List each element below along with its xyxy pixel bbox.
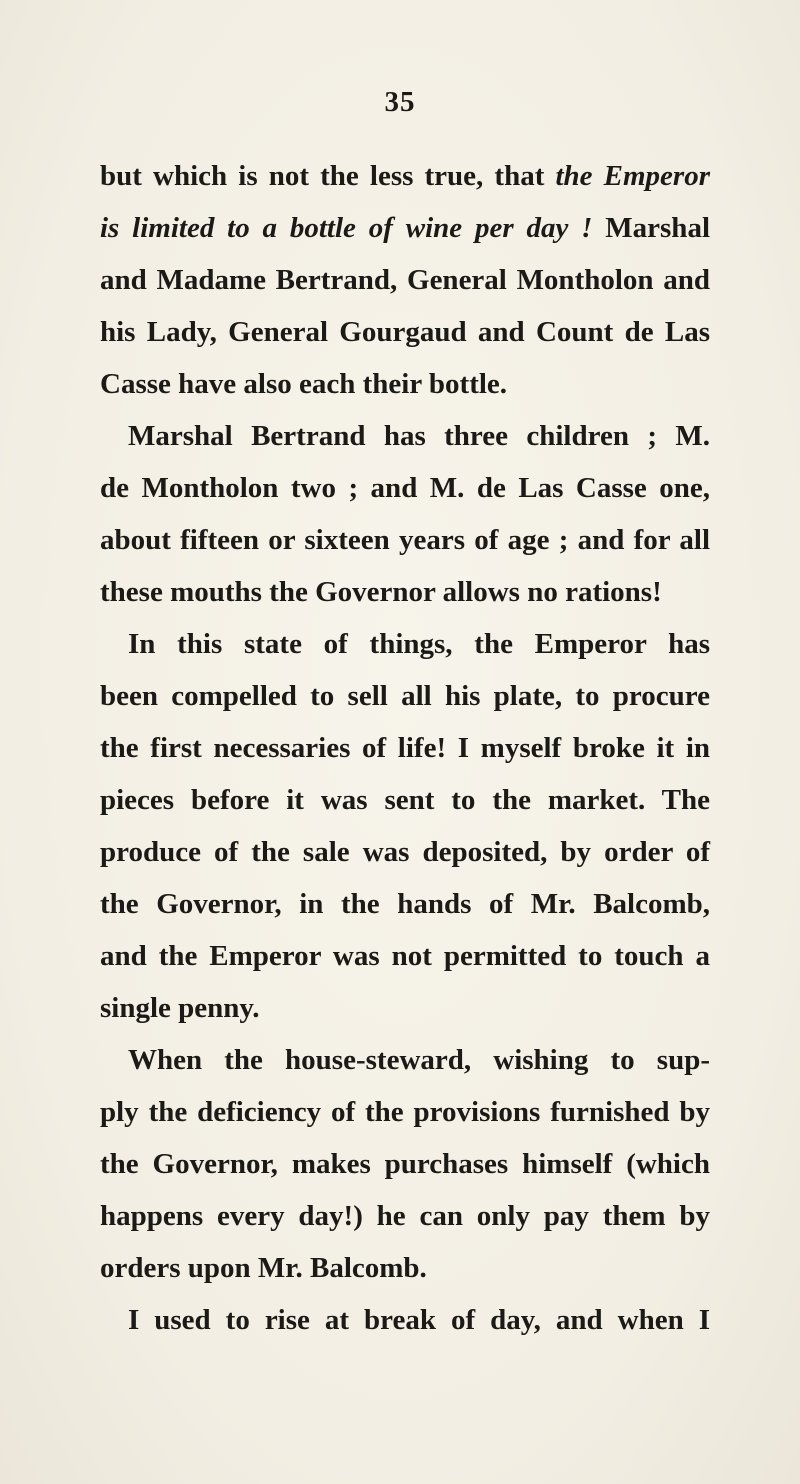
text-line: de Montholon two ; and M. de Las Casse one, bbox=[100, 472, 710, 504]
text-line: pieces before it was sent to the market. The bbox=[100, 784, 710, 816]
text-line bbox=[100, 150, 710, 202]
paragraph-start-line: In this state of things, the Emperor has bbox=[128, 628, 710, 660]
text-line: about fifteen or sixteen years of age ; and for all bbox=[100, 524, 710, 556]
text-line: the Governor, makes purchases himself (which bbox=[100, 1148, 710, 1180]
italic-run: the Emperor bbox=[555, 160, 710, 192]
text-run: Marshal bbox=[592, 212, 710, 244]
italic-run: is limited to a bottle of wine per day ! bbox=[100, 212, 593, 244]
text-line: his Lady, General Gourgaud and Count de Las bbox=[100, 316, 710, 348]
paragraph-start-line: When the house-steward, wishing to sup- bbox=[128, 1044, 710, 1076]
text-line: and the Emperor was not permitted to touch a bbox=[100, 940, 710, 972]
page-number: 35 bbox=[384, 86, 416, 118]
text-line: ply the deficiency of the provisions furnished by bbox=[100, 1096, 710, 1128]
text-line: the first necessaries of life! I myself broke it in bbox=[100, 732, 710, 764]
text-line: Casse have also each their bottle. bbox=[100, 368, 508, 400]
text-line bbox=[100, 202, 710, 254]
paragraph-start-line: Marshal Bertrand has three children ; M. bbox=[128, 420, 710, 452]
text-line: these mouths the Governor allows no rations! bbox=[100, 576, 662, 608]
text-line: single penny. bbox=[100, 992, 260, 1024]
text-line: orders upon Mr. Balcomb. bbox=[100, 1252, 427, 1284]
text-line: the Governor, in the hands of Mr. Balcomb, bbox=[100, 888, 710, 920]
body-text bbox=[100, 150, 710, 1346]
text-run: but which is not the less true, that bbox=[100, 160, 556, 192]
text-line: happens every day!) he can only pay them by bbox=[100, 1200, 710, 1232]
text-line: been compelled to sell all his plate, to procure bbox=[100, 680, 710, 712]
paragraph-start-line: I used to rise at break of day, and when I bbox=[128, 1304, 710, 1336]
text-line: produce of the sale was deposited, by order of bbox=[100, 836, 710, 868]
text-line: and Madame Bertrand, General Montholon and bbox=[100, 264, 710, 296]
